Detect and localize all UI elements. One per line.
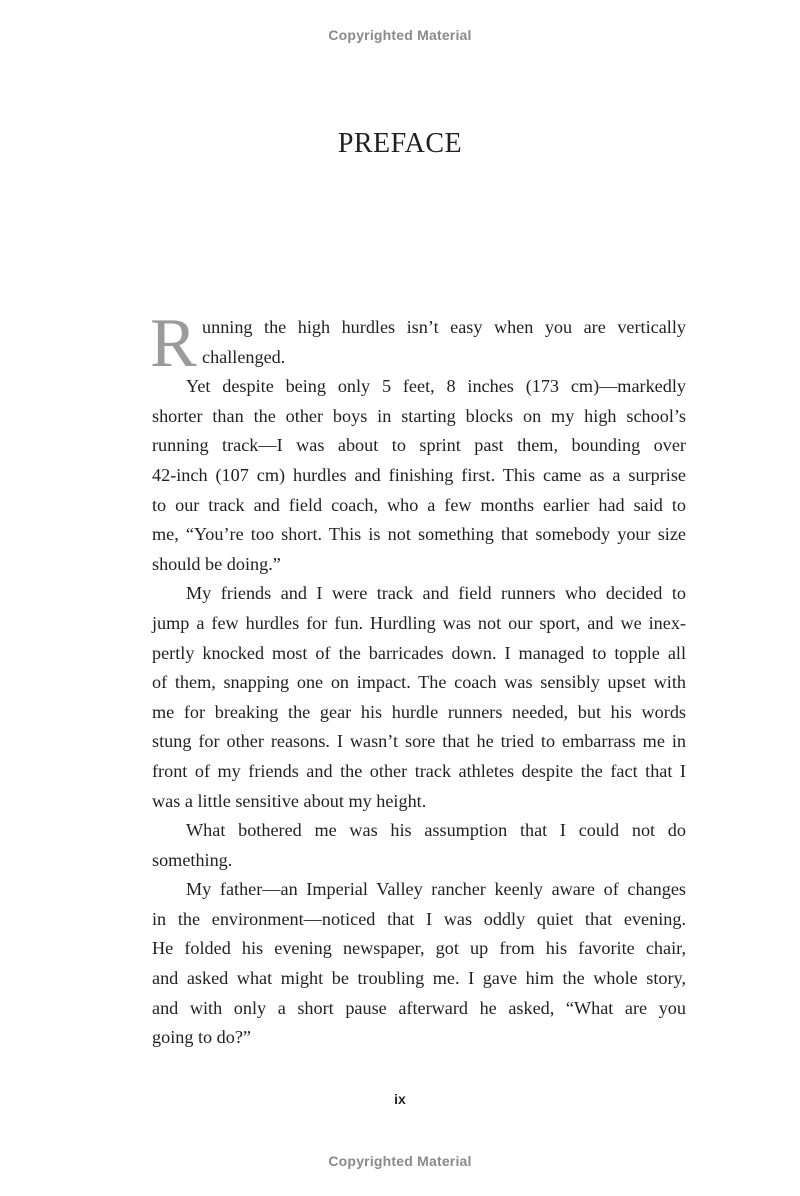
- text-line: going to do?”: [152, 1027, 252, 1048]
- text-line: My father—an Imperial Valley rancher keenly aware of changes: [186, 879, 686, 900]
- text-line: to our track and field coach, who a few months earlier had said to: [152, 494, 686, 515]
- paragraph: [152, 875, 686, 1053]
- text-line: He folded his evening newspaper, got up from his favorite chair,: [152, 938, 686, 959]
- text-line: me, “You’re too short. This is not something that somebody your size: [152, 524, 686, 545]
- text-line: and asked what might be troubling me. I gave him the whole story,: [152, 968, 686, 989]
- text-line: me for breaking the gear his hurdle runners needed, but his words: [152, 701, 686, 722]
- paragraph: [152, 816, 686, 875]
- text-line: of them, snapping one on impact. The coach was sensibly upset with: [152, 672, 686, 693]
- text-line: running track—I was about to sprint past them, bounding over: [152, 435, 686, 456]
- text-line: should be doing.”: [152, 553, 281, 574]
- text-line: front of my friends and the other track athletes despite the fact that I: [152, 760, 686, 781]
- text-line: unning the high hurdles isn’t easy when you are vertically: [202, 317, 686, 337]
- text-line: jump a few hurdles for fun. Hurdling was not our sport, and we inex-: [152, 612, 686, 633]
- text-line: Yet despite being only 5 feet, 8 inches (173 cm)—markedly: [186, 376, 686, 397]
- text-line: challenged.: [202, 346, 286, 367]
- page-number: ix: [394, 1091, 406, 1107]
- text-line: stung for other reasons. I wasn’t sore that he tried to embarrass me in: [152, 731, 686, 752]
- paragraph: [152, 579, 686, 816]
- text-line: something.: [152, 849, 233, 870]
- text-line: shorter than the other boys in starting blocks on my high school’s: [152, 405, 686, 426]
- text-line: was a little sensitive about my height.: [152, 790, 427, 811]
- text-line: in the environment—noticed that I was oddly quiet that evening.: [152, 908, 686, 929]
- text-line: and with only a short pause afterward he asked, “What are you: [152, 997, 686, 1018]
- chapter-title: PREFACE: [337, 128, 463, 159]
- paragraph: [152, 372, 686, 579]
- text-line: 42-inch (107 cm) hurdles and finishing first. This came as a surprise: [152, 464, 686, 485]
- body-text: [150, 305, 686, 1053]
- copyright-watermark-bottom: Copyrighted Material: [328, 1153, 472, 1169]
- copyright-watermark-top: Copyrighted Material: [328, 27, 472, 43]
- text-line: My friends and I were track and field runners who decided to: [186, 583, 686, 604]
- drop-cap: R: [150, 305, 197, 382]
- paragraph: [152, 313, 686, 372]
- text-line: pertly knocked most of the barricades down. I managed to topple all: [152, 642, 686, 663]
- text-line: What bothered me was his assumption that I could not do: [186, 820, 686, 841]
